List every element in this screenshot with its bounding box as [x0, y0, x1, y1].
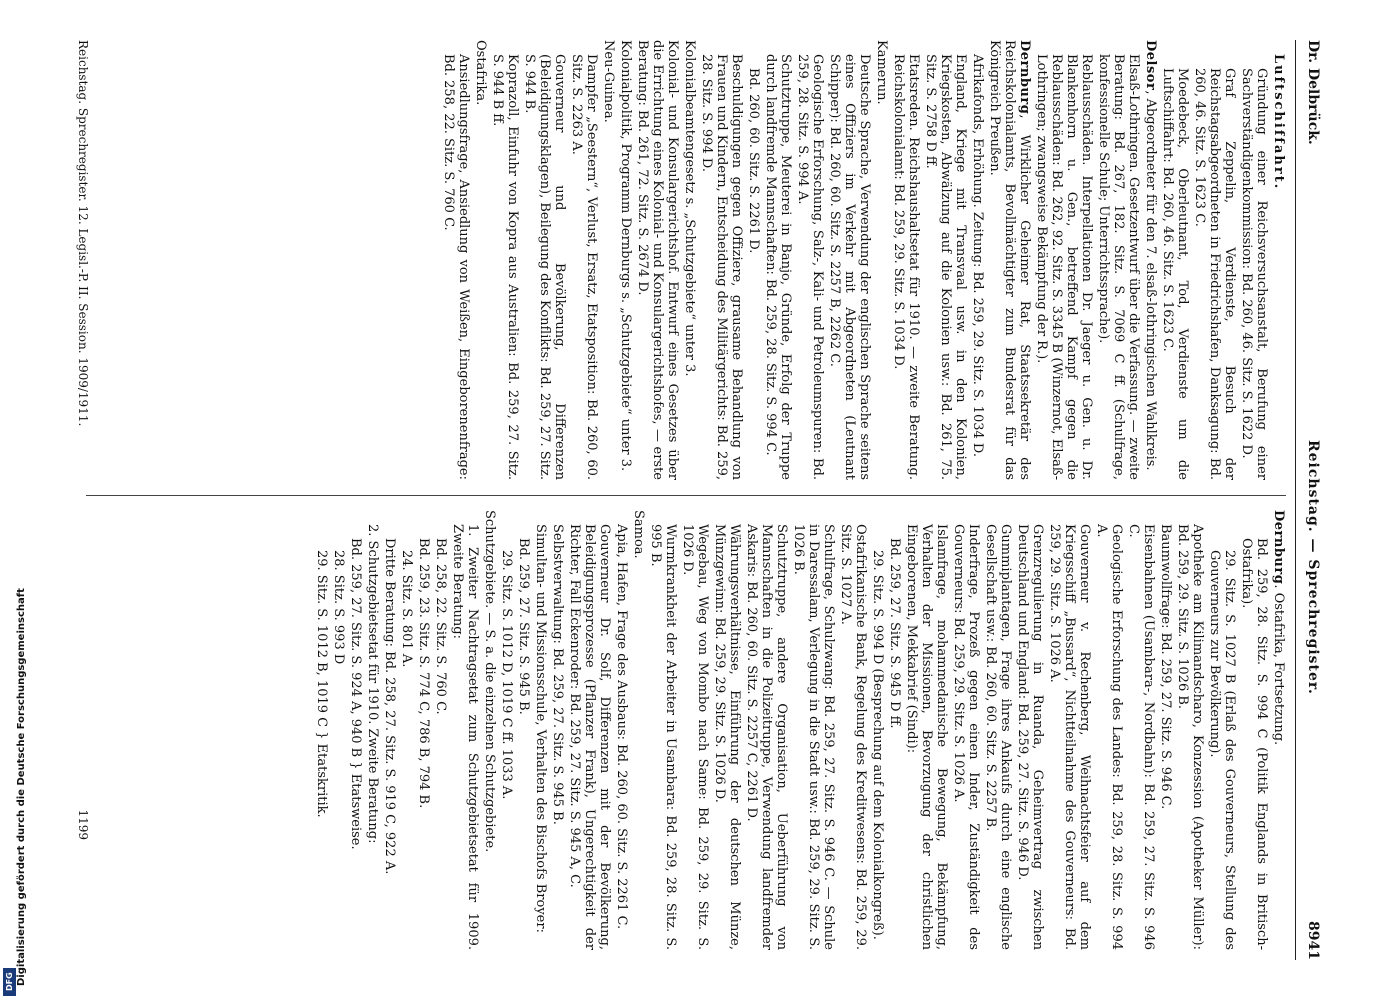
index-entry: Bd. 259, 27. Sitz. S. 924 A, 940 B } Etatsweise. — [348, 538, 363, 850]
index-entry: Bd. 259, 27. Sitz. S. 945 B. — [516, 538, 531, 715]
index-entry: Simultan- und Missionsschule, Verhalten des Bischofs Broyer: — [533, 524, 548, 933]
index-entry: 29. Sitz. S. 1012 D, 1019 C ff. 1033 A. — [499, 550, 514, 800]
index-entry: England, Kriege mit Transvaal usw. in den Kolonien, Kriegskosten, Abwälzung auf die Kolonien usw.: Bd. 261, 75. Sitz. S. 2758 D ff. — [923, 54, 968, 480]
index-entry: Gouverneur Dr. Solf, Differenzen mit der Bevölkerung, Beleidigungsprozesse (Pflanzer Frank), Ungerechtigkeit der Richter, Fall Eckenroder: Bd. 259, 27. Sitz. S. 945 A, C. — [567, 524, 612, 950]
index-entry: Bd. 259, 23. Sitz. S. 774 C, 786 B, 794 B. — [416, 538, 431, 809]
index-entry: Beschuldigungen gegen Offiziere, grausame Behandlung von Frauen und Kindern, Entscheidung des Militärgerichts: Bd. 259, 28. Sitz. S. 994 D. — [699, 54, 744, 480]
index-entry: Kolonialpolitik, Programm Dernburgs s. „Schutzgebiete“ unter 3. — [618, 40, 633, 472]
index-entry: Wegebau, Weg von Mombo nach Same: Bd. 259, 29. Sitz. S. 1026 D. — [680, 524, 710, 950]
index-entry: Apia, Hafen, Frage des Ausbaus: Bd. 260, 60. Sitz. S. 2261 C. — [614, 524, 629, 930]
index-entry: Schutztruppe, andere Organisation, Ueberführung von Mannschaften in die Polizeitruppe, Verwendung landfremder Askaris: Bd. 260, 60. Sitz. S. 2257 C, 2261 D. — [744, 524, 789, 950]
index-entry: Delsor, Abgeordneter für den 7. elsaß-lothringischen Wahlkreis. — [1143, 40, 1158, 471]
index-entry: Luftschiffahrt. — [1271, 54, 1286, 191]
index-entry: Kolonial- und Konsulargerichtshof. Entwurf eines Gesetzes über die Errichtung eines Kolonial- und Konsulargerichtshofes, — erste Beratung: Bd. 261, 72. Sitz. S. 2674 D. — [635, 40, 680, 480]
index-entry: Bd. 259, 28. Sitz. S. 994 C (Politik Englands in Britisch-Ostafrika). — [1239, 538, 1269, 950]
index-entry: Moedebeck, Oberleutnant, Tod, Verdienste um die Luftschiffahrt: Bd. 260, 46. Sitz. S. 1623 C. — [1160, 68, 1190, 480]
index-entry: Dernburg. Ostafrika, Fortsetzung. — [1271, 510, 1286, 746]
index-entry: Etatsreden. Reichshaushaltsetat für 1910. — zweite Beratung. Reichskolonialamt: Bd. 259, 29. Sitz. S. 1034 D. — [891, 54, 921, 480]
index-entry: Bd. 260, 60. Sitz. S. 2261 D. — [746, 68, 761, 254]
index-entry: Ansiedlungsfrage, Ansiedlung von Weißen, Eingeborenenfrage: Bd. 258, 22. Sitz. S. 760 C. — [441, 54, 471, 480]
index-entry: Wurmkrankheit der Arbeiter in Usambara: Bd. 259, 28. Sitz. S. 995 B. — [648, 524, 678, 950]
index-entry: Afrikafonds, Erhöhung. Zeitung: Bd. 259, 29. Sitz. S. 1034 D. — [970, 54, 985, 457]
index-entry: Apotheke am Kilimandscharo, Konzession (Apotheker Müller): Bd. 259, 29. Sitz. S. 1026 B. — [1175, 524, 1205, 950]
index-entry: Neu-Guinea. — [601, 40, 616, 123]
index-entry: Baumwollfrage: Bd. 259, 27. Sitz. S. 946 C. — [1158, 524, 1173, 810]
index-entry: Geologische Erforschung des Landes: Bd. 259, 28. Sitz. S. 994 A. — [1094, 524, 1124, 950]
dfg-banner-text: Digitalisierung gefördert durch die Deutsche Forschungsgemeinschaft — [16, 588, 27, 986]
page-number-top: 8941 — [1305, 921, 1321, 960]
index-entry: 24. Sitz. S. 801 A. — [399, 550, 414, 668]
header-center: Reichstag. — Sprechregister. — [1305, 440, 1321, 695]
index-entry: Samoa. — [631, 510, 646, 559]
header-left: Dr. Delbrück. — [1305, 40, 1321, 145]
index-entry: 29. Sitz. S. 1027 B (Erlaß des Gouverneurs, Stellung des Gouverneurs zur Bevölkerung). — [1207, 550, 1237, 950]
index-entry: Elsaß-Lothringen. Gesetzentwurf über die Verfassung. — zweite Beratung: Bd. 267, 182. Sitz. S. 7069 C ff. (Schulfrage, konfessionelle Schule; Unterrichtssprache). — [1096, 54, 1141, 480]
index-entry: Bd. 258, 22. Sitz. S. 760 C. — [433, 538, 448, 715]
index-entry: 28. Sitz. S. 993 D — [331, 550, 346, 665]
footer-source: Reichstag. Sprechregister. 12. Legisl.-P. II. Session. 1909/1911. — [76, 40, 90, 427]
index-entry: Kolonialbeamtengesetz s. „Schutzgebiete“ unter 3. — [682, 40, 697, 377]
running-header — [1296, 40, 1320, 960]
index-entry: Koprazoll, Einfuhr von Kopra aus Australien: Bd. 259, 27. Sitz. S. 944 B ff. — [490, 54, 520, 480]
index-entry: Eisenbahnen (Usambara-, Nordbahn): Bd. 259, 27. Sitz. S. 946 C. — [1126, 524, 1156, 950]
index-entry: Gouverneur v. Rechenberg, Weihnachtsfeier auf dem Kriegsschiff „Bussard“, Nichtteilnahme des Gouverneurs: Bd. 259, 29. Sitz. S. 1026 A. — [1047, 524, 1092, 950]
index-entry: Dritte Beratung: Bd. 258, 27. Sitz. S. 919 C, 922 A. — [382, 538, 397, 875]
index-entry: Dampfer „Seestern“, Verlust, Ersatz, Etatsposition: Bd. 260, 60. Sitz. S. 2263 A. — [569, 54, 599, 480]
index-entry: Gouverneur und Bevölkerung, Differenzen (Beleidigungsklagen), Beilegung des Konflikts: Bd. 259, 27. Sitz. S. 944 B. — [522, 54, 567, 480]
index-entry: Inderfrage, Prozeß gegen einen Inder, Zuständigkeit des Gouverneurs: Bd. 259, 29. Sitz. S. 1026 A. — [951, 524, 981, 950]
index-entry: Kamerun. — [874, 40, 889, 105]
index-entry: Grenzregulierung in Ruanda, Geheimvertrag zwischen Deutschland und England: Bd. 259, 27. Sitz. S. 946 D. — [1015, 524, 1045, 950]
index-entry: Schutztruppe, Meuterei in Banjo, Gründe, Erfolg der Truppe durch landfremde Mannschaften: Bd. 259, 28. Sitz. S. 994 C. — [763, 54, 793, 480]
index-entry: 2. Schutzgebietsetat für 1910. Zweite Beratung: — [365, 524, 380, 844]
index-entry: Gründung einer Reichsversuchsanstalt, Berufung einer Sachverständigenkommission: Bd. 260, 46. Sitz. S. 1622 D. — [1239, 68, 1269, 480]
index-entry: Ostafrika. — [473, 40, 488, 106]
index-entry: Geologische Erforschung, Salz-, Kali- und Petroleumspuren: Bd. 259, 28. Sitz. S. 994 A. — [795, 54, 825, 480]
index-entry: Schulfrage, Schulzwang: Bd. 259, 27. Sitz. S. 946 C. — Schule in Daressalam, Verlegung in die Stadt usw.: Bd. 259, 29. Sitz. S. 1026 B. — [791, 524, 836, 950]
index-entry: 1. Zweiter Nachtragsetat zum Schutzgebietsetat für 1909. Zweite Beratung: — [450, 524, 480, 950]
index-entry: Gummiplantagen, Frage ihres Ankaufs durch eine englische Gesellschaft usw.: Bd. 260, 60. Sitz. S. 2257 B. — [983, 524, 1013, 950]
page-number-bottom: 1199 — [76, 809, 90, 840]
rotated-page-content — [40, 40, 1320, 960]
index-entry: Selbstverwaltung: Bd. 259, 27. Sitz. S. 945 B. — [550, 524, 565, 825]
index-entry: Währungsverhältnisse, Einführung der deutschen Münze, Münzgewinn: Bd. 259, 29. Sitz. S. 1026 D. — [712, 524, 742, 950]
dfg-logo: DFG — [3, 968, 16, 996]
index-entry: Deutsche Sprache, Verwendung der englischen Sprache seitens eines Offiziers im Verkehr mit Abgeordneten (Leutnant Schipper): Bd. 260, 60. Sitz. S. 2257 B, 2262 C. — [827, 54, 872, 480]
index-entry: Bd. 259, 27. Sitz. S. 945 D ff. — [887, 538, 902, 729]
right-column — [66, 510, 1286, 950]
index-entry: Ostafrikanische Bank, Regelung des Kreditwesens: Bd. 259, 29. Sitz. S. 1027 A. — [838, 524, 868, 950]
header-rule — [1295, 40, 1296, 960]
index-entry: Schutzgebiete. — S. a. die einzelnen Schutzgebiete. — [482, 510, 497, 853]
column-divider — [86, 495, 1286, 496]
index-entry: Islamfrage, mohammedanische Bewegung, Bekämpfung, Verhalten der Missionen, Bevorzugung der christlichen Eingeborenen, Mekkabrief (Sindi): — [904, 524, 949, 950]
dfg-side-banner — [2, 0, 27, 1000]
index-entry: 29. Sitz. S. 994 D (Besprechung auf dem Kolonialkongreß). — [870, 550, 885, 940]
index-entry: Graf Zeppelin, Verdienste, Besuch der Reichstagsabgeordneten in Friedrichshafen, Danksagung: Bd. 260, 46. Sitz. S. 1623 C. — [1192, 68, 1237, 480]
index-entry: Dernburg, Wirklicher Geheimer Rat, Staatssekretär des Reichskolonialamts, Bevollmächtigter zum Bundesrat für das Königreich Preußen. — [987, 40, 1032, 480]
index-entry: 29. Sitz. S. 1012 B, 1019 C } Etatskritik. — [314, 550, 329, 818]
index-entry: Reblausschäden. Interpellationen Dr. Jaeger u. Gen. u. Dr. Blankenhorn u. Gen., betreffend Kampf gegen die Reblausschäden: Bd. 262, 92. Sitz. S. 3345 B (Winzernot, Elsaß-Lothringen; zwangsweise Bekämpfung der R.). — [1034, 54, 1094, 480]
left-column — [66, 40, 1286, 480]
